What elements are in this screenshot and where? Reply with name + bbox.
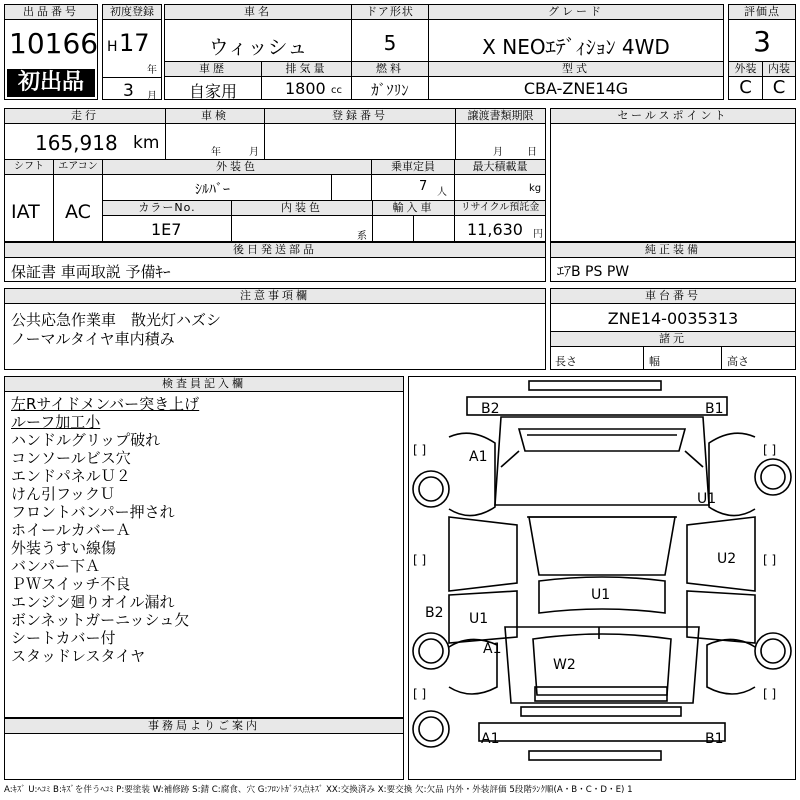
mark-b1-bottom: B1 xyxy=(705,731,724,747)
chassis-label: 車台番号 xyxy=(551,289,795,304)
later-parts-label: 後日発送部品 xyxy=(5,243,545,258)
genuine-equipment: ｴｱB PS PW xyxy=(557,264,630,280)
bracket-left-2: [ ] xyxy=(413,553,427,567)
doors-label: ドア形状 xyxy=(352,5,428,20)
ext-color-label: 外装色 xyxy=(103,160,371,175)
exterior-grade: C xyxy=(739,77,752,98)
bracket-right-1: [ ] xyxy=(763,443,777,457)
capacity-unit: 人 xyxy=(437,187,447,198)
inspection-label: 車検 xyxy=(166,109,264,124)
color-no: 1E7 xyxy=(151,220,182,239)
inspector-note: エンドパネルＵ２ xyxy=(11,467,131,485)
grade: X NEOｴﾃﾞｨｼｮﾝ 4WD xyxy=(482,35,670,59)
recycle-unit: 円 xyxy=(533,229,543,240)
shift-label: シフト xyxy=(5,160,53,175)
capacity-label: 乗車定員 xyxy=(372,160,454,175)
inspector-note: ホイールカバーＡ xyxy=(11,521,131,539)
inspector-note: エンジン廻りオイル漏れ xyxy=(11,593,175,611)
legend: A:ｷｽﾞ U:ﾍｺﾐ B:ｷｽﾞを伴うﾍｺﾐ P:要塗装 W:補修跡 S:錆 C:腐食、穴 G:ﾌﾛﾝﾄｶﾞﾗｽ点ｷｽﾞ XX:交換済み X:要交換 欠:欠品 内外・外装評価 5段階ﾗﾝｸ順(A・B・C・D・E) 1 xyxy=(4,785,633,795)
fuel: ｶﾞｿﾘﾝ xyxy=(371,81,409,99)
registration-month: 3 xyxy=(123,81,134,101)
mileage-unit: km xyxy=(133,133,160,153)
mark-a1-left2: A1 xyxy=(483,641,502,657)
mark-w2-rear: W2 xyxy=(553,657,576,673)
mileage: 165,918 xyxy=(35,131,118,155)
transfer-label: 譲渡書類期限 xyxy=(456,109,545,124)
lot-number: 10166 xyxy=(9,27,99,60)
fuel-label: 燃料 xyxy=(352,62,428,77)
transfer-month-unit: 月 xyxy=(493,147,503,158)
chassis-number: ZNE14-0035313 xyxy=(607,309,739,328)
inspector-note: シートカバー付 xyxy=(11,629,116,647)
vehicle-details-box xyxy=(4,108,546,242)
max-load-label: 最大積載量 xyxy=(455,160,545,175)
sales-points-box xyxy=(550,108,796,242)
inspector-note: バンパー下Ａ xyxy=(11,557,100,575)
mark-u2-right: U2 xyxy=(717,551,737,567)
model: CBA-ZNE14G xyxy=(523,79,629,98)
later-parts-box xyxy=(4,242,546,282)
inspection-year-unit: 年 xyxy=(211,147,221,158)
recycle: 11,630 xyxy=(467,220,523,239)
bracket-right-2: [ ] xyxy=(763,553,777,567)
car-info-box xyxy=(164,4,724,100)
damage-diagram-box xyxy=(408,376,796,780)
later-parts: 保証書 車両取説 予備ｷｰ xyxy=(11,263,171,281)
inspector-note: フロントバンパー押され xyxy=(11,503,175,521)
doors: 5 xyxy=(383,31,397,55)
genuine-equipment-box xyxy=(550,242,796,282)
transfer-day-unit: 日 xyxy=(527,147,537,158)
mark-u1-right: U1 xyxy=(697,491,717,507)
ac-label: エアコン xyxy=(54,160,102,175)
sales-points-label: セールスポイント xyxy=(551,109,795,124)
bracket-right-3: [ ] xyxy=(763,687,777,701)
score-label: 評価点 xyxy=(729,5,795,20)
office-label: 事務局よりご案内 xyxy=(5,719,403,734)
mark-u1-center: U1 xyxy=(591,587,611,603)
chassis-box xyxy=(550,288,796,370)
bracket-left-3: [ ] xyxy=(413,687,427,701)
mark-u1-left: U1 xyxy=(469,611,489,627)
year-unit: 年 xyxy=(147,65,157,76)
first-listing-badge: 初出品 xyxy=(7,69,95,97)
car-diagram xyxy=(409,377,795,779)
inspector-note: コンソールビス穴 xyxy=(11,449,131,467)
displacement-label: 排気量 xyxy=(262,62,351,77)
score-box xyxy=(728,4,796,100)
displacement-unit: cc xyxy=(331,85,342,96)
exterior-grade-label: 外装 xyxy=(729,62,762,77)
history: 自家用 xyxy=(188,82,237,101)
interior-grade-label: 内装 xyxy=(763,62,795,77)
width-label: 幅 xyxy=(649,355,660,368)
caution-box xyxy=(4,288,546,370)
score: 3 xyxy=(753,25,771,58)
car-name-label: 車名 xyxy=(165,5,351,20)
inspection-month-unit: 月 xyxy=(249,147,259,158)
inspector-note: 外装うすい線傷 xyxy=(11,539,117,557)
inspector-note: ハンドルグリップ破れ xyxy=(11,431,161,449)
mark-b2-top: B2 xyxy=(481,401,500,417)
length-label: 長さ xyxy=(555,355,577,368)
capacity: 7 xyxy=(419,179,428,194)
office-box xyxy=(4,718,404,780)
height-label: 高さ xyxy=(727,355,749,368)
mark-b1-top: B1 xyxy=(705,401,724,417)
mark-b2-left: B2 xyxy=(425,605,444,621)
color-no-label: カラーNo. xyxy=(103,201,231,216)
inspector-note: 左Rサイドメンバー突き上げ xyxy=(11,395,200,413)
mark-a1-bottom: A1 xyxy=(481,731,500,747)
inspector-notes xyxy=(11,395,399,665)
first-registration-label: 初度登録 xyxy=(103,5,161,20)
ac: AC xyxy=(65,201,91,223)
inspector-note: スタッドレスタイヤ xyxy=(11,647,146,665)
lot-number-box xyxy=(4,4,98,100)
int-color-unit: 系 xyxy=(357,231,367,242)
car-name: ウィッシュ xyxy=(208,35,308,59)
max-load-unit: kg xyxy=(529,183,542,194)
month-unit: 月 xyxy=(147,91,157,102)
first-registration-box xyxy=(102,4,162,100)
model-label: 型式 xyxy=(429,62,723,77)
ext-color: ｼﾙﾊﾞｰ xyxy=(195,182,230,198)
interior-grade: C xyxy=(772,77,786,98)
dimensions-label: 諸元 xyxy=(551,332,795,347)
import-label: 輸入車 xyxy=(373,201,454,216)
caution-label: 注意事項欄 xyxy=(5,289,545,304)
inspector-note: ルーフ加工小 xyxy=(11,413,101,431)
inspector-note: ＰＷスイッチ不良 xyxy=(11,575,131,593)
bracket-left-1: [ ] xyxy=(413,443,427,457)
registration-year: 17 xyxy=(119,29,150,57)
era: H xyxy=(107,39,118,55)
lot-number-label: 出品番号 xyxy=(5,5,97,20)
inspector-label: 検査員記入欄 xyxy=(5,377,403,392)
caution-line-2: ノーマルタイヤ車内積み xyxy=(11,330,175,348)
displacement: 1800 xyxy=(285,79,326,98)
mark-a1-left: A1 xyxy=(469,449,488,465)
caution-line-1: 公共応急作業車 散光灯ハズシ xyxy=(11,311,222,329)
int-color-label: 内装色 xyxy=(232,201,372,216)
shift: IAT xyxy=(11,201,40,223)
inspector-note: ボンネットガーニッシュ欠 xyxy=(11,611,190,629)
genuine-equipment-label: 純正装備 xyxy=(551,243,795,258)
mileage-label: 走行 xyxy=(5,109,165,124)
recycle-label: リサイクル預託金 xyxy=(455,201,545,216)
grade-label: グレード xyxy=(429,5,723,20)
reg-no-label: 登録番号 xyxy=(265,109,455,124)
inspector-box xyxy=(4,376,404,718)
inspector-note: けん引フックＵ xyxy=(11,485,115,503)
history-label: 車歴 xyxy=(165,62,261,77)
